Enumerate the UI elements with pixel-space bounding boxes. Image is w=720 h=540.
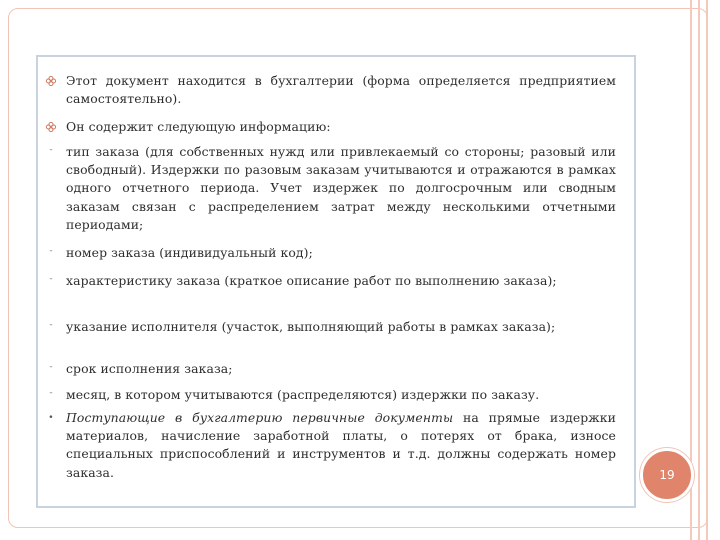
- page-number-badge: 19: [640, 448, 694, 502]
- bullet-item: - указание исполнителя (участок, выполняющий работы в рамках заказа);: [66, 318, 616, 336]
- dash-bullet-icon: -: [49, 319, 53, 330]
- bullet-item: - срок исполнения заказа;: [66, 360, 616, 378]
- bullet-item: - тип заказа (для собственных нужд или привлекаемый со стороны; разовый или свободный). Издержки по разовым заказам учитываются и отражаются в рамках одного отчетного периода. Учет издержек по долгосрочным или сводным заказам связан с распределением затрат между несколькими отчетными периодами;: [66, 143, 616, 234]
- bullet-item: - месяц, в котором учитываются (распределяются) издержки по заказу.: [66, 386, 616, 404]
- italic-lead-text: Поступающие в бухгалтерию первичные документы: [66, 410, 454, 425]
- decorative-line: [706, 0, 708, 540]
- bullet-item: - номер заказа (индивидуальный код);: [66, 244, 616, 262]
- dot-bullet-icon: •: [48, 412, 54, 423]
- flower-bullet-icon: [46, 74, 56, 88]
- decorative-line: [698, 0, 700, 540]
- bullet-item: Этот документ находится в бухгалтерии (форма определяется предприятием самостоятельно).: [66, 72, 616, 108]
- content-box: [36, 55, 636, 508]
- dash-bullet-icon: -: [49, 245, 53, 256]
- dash-bullet-icon: -: [49, 387, 53, 398]
- dash-bullet-icon: -: [49, 273, 53, 284]
- bullet-item: Он содержит следующую информацию:: [66, 118, 616, 136]
- decorative-line: [690, 0, 692, 540]
- flower-bullet-icon: [46, 120, 56, 134]
- bullet-item: • Поступающие в бухгалтерию первичные документы на прямые издержки материалов, начисление заработной платы, о потерях от брака, износе специальных приспособлений и инструментов и т.д. должны содержать номер заказа.: [66, 409, 616, 482]
- dash-bullet-icon: -: [49, 144, 53, 155]
- bullet-item: - характеристику заказа (краткое описание работ по выполнению заказа);: [66, 272, 616, 290]
- dash-bullet-icon: -: [49, 361, 53, 372]
